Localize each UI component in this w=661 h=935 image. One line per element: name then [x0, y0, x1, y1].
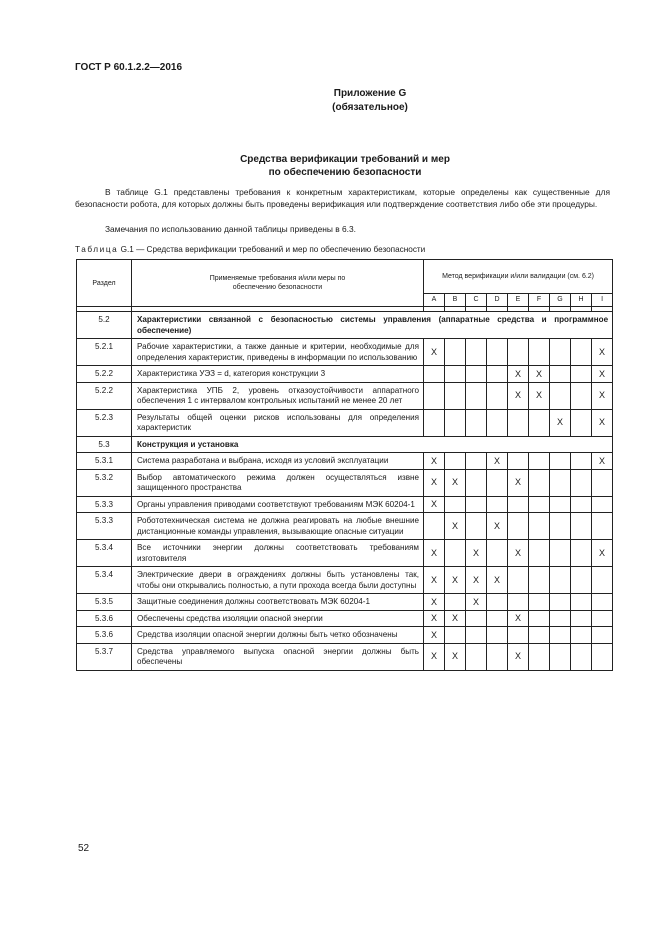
- mark-b: [445, 366, 466, 383]
- row-section: 5.2.3: [77, 409, 132, 436]
- mark-i: [592, 567, 613, 594]
- mark-i: X: [592, 453, 613, 470]
- table-row: [77, 627, 613, 644]
- mark-e: X: [508, 469, 529, 496]
- mark-h: [571, 610, 592, 627]
- mark-d: [487, 366, 508, 383]
- mark-d: [487, 382, 508, 409]
- method-header-d: D: [487, 294, 508, 307]
- mark-f: [529, 409, 550, 436]
- method-header-i: I: [592, 294, 613, 307]
- mark-e: [508, 513, 529, 540]
- table-row: [77, 453, 613, 470]
- row-section: 5.3: [77, 436, 132, 453]
- method-header-c: C: [466, 294, 487, 307]
- mark-g: [550, 453, 571, 470]
- table-row: [77, 366, 613, 383]
- table-row: [77, 540, 613, 567]
- mark-i: [592, 513, 613, 540]
- table-row: [77, 594, 613, 611]
- mark-h: [571, 567, 592, 594]
- mark-f: [529, 594, 550, 611]
- row-section: 5.3.3: [77, 496, 132, 513]
- table-row: [77, 513, 613, 540]
- mark-i: X: [592, 409, 613, 436]
- mark-c: [466, 453, 487, 470]
- mark-a: X: [424, 469, 445, 496]
- table-row: [77, 382, 613, 409]
- mark-g: [550, 567, 571, 594]
- mark-i: X: [592, 366, 613, 383]
- table-row: [77, 610, 613, 627]
- mark-f: [529, 339, 550, 366]
- row-requirement: Обеспечены средства изоляции опасной энергии: [132, 610, 424, 627]
- mark-c: [466, 382, 487, 409]
- mark-h: [571, 513, 592, 540]
- mark-d: [487, 496, 508, 513]
- table-caption-text: G.1 — Средства верификации требований и мер по обеспечению безопасности: [120, 245, 426, 254]
- row-section: 5.2: [77, 312, 132, 339]
- mark-a: X: [424, 339, 445, 366]
- mark-f: [529, 496, 550, 513]
- intro-paragraph: В таблице G.1 представлены требования к конкретным характеристикам, которые определены как существенные для безопасности робота, для которых должны быть проведены верификация или подтверждение соответствия либо обе эти процедуры.: [75, 187, 610, 209]
- table-caption: [75, 245, 425, 254]
- row-requirement: Средства управляемого выпуска опасной энергии должны быть обеспечены: [132, 643, 424, 670]
- mark-c: [466, 513, 487, 540]
- row-section: 5.3.3: [77, 513, 132, 540]
- mark-i: [592, 643, 613, 670]
- mark-f: [529, 627, 550, 644]
- verification-table: [76, 259, 613, 671]
- mark-h: [571, 540, 592, 567]
- table-row: [77, 312, 613, 339]
- mark-a: X: [424, 496, 445, 513]
- section-title-line2: по обеспечению безопасности: [268, 167, 422, 178]
- mark-g: [550, 496, 571, 513]
- mark-f: X: [529, 382, 550, 409]
- mark-h: [571, 382, 592, 409]
- row-requirement: Конструкция и установка: [132, 436, 613, 453]
- mark-d: [487, 643, 508, 670]
- mark-b: X: [445, 469, 466, 496]
- mark-f: [529, 469, 550, 496]
- mark-g: [550, 513, 571, 540]
- mark-b: X: [445, 643, 466, 670]
- mark-g: [550, 540, 571, 567]
- row-section: 5.3.7: [77, 643, 132, 670]
- mark-i: [592, 469, 613, 496]
- mark-a: [424, 382, 445, 409]
- mark-d: [487, 594, 508, 611]
- mark-c: [466, 409, 487, 436]
- mark-a: X: [424, 453, 445, 470]
- mark-c: [466, 496, 487, 513]
- method-header-g: G: [550, 294, 571, 307]
- appendix-title: Приложение G: [333, 88, 407, 99]
- appendix-status: (обязательное): [332, 102, 408, 113]
- mark-a: X: [424, 627, 445, 644]
- mark-g: [550, 339, 571, 366]
- mark-c: [466, 366, 487, 383]
- mark-a: X: [424, 643, 445, 670]
- row-requirement: Защитные соединения должны соответствовать МЭК 60204-1: [132, 594, 424, 611]
- mark-c: X: [466, 567, 487, 594]
- row-requirement: Характеристика УПБ 2, уровень отказоустойчивости аппаратного обеспечения 1 с интервалом контрольных испытаний не менее 20 лет: [132, 382, 424, 409]
- mark-e: [508, 453, 529, 470]
- mark-e: [508, 567, 529, 594]
- mark-h: [571, 366, 592, 383]
- mark-c: [466, 339, 487, 366]
- mark-d: X: [487, 513, 508, 540]
- row-section: 5.3.2: [77, 469, 132, 496]
- mark-g: X: [550, 409, 571, 436]
- mark-e: X: [508, 540, 529, 567]
- row-section: 5.2.2: [77, 366, 132, 383]
- mark-d: X: [487, 453, 508, 470]
- section-title-line1: Средства верификации требований и мер: [240, 154, 450, 165]
- row-requirement: Органы управления приводами соответствуют требованиям МЭК 60204-1: [132, 496, 424, 513]
- table-row: [77, 469, 613, 496]
- mark-e: [508, 409, 529, 436]
- row-requirement: Все источники энергии должны соответствовать требованиям изготовителя: [132, 540, 424, 567]
- mark-h: [571, 643, 592, 670]
- mark-g: [550, 366, 571, 383]
- notes-paragraph: Замечания по использованию данной таблицы приведены в 6.3.: [105, 224, 356, 234]
- mark-h: [571, 469, 592, 496]
- mark-b: [445, 496, 466, 513]
- mark-g: [550, 643, 571, 670]
- mark-d: [487, 627, 508, 644]
- mark-a: X: [424, 567, 445, 594]
- mark-b: X: [445, 610, 466, 627]
- mark-c: X: [466, 540, 487, 567]
- mark-i: [592, 496, 613, 513]
- mark-h: [571, 339, 592, 366]
- method-header-a: A: [424, 294, 445, 307]
- mark-a: X: [424, 594, 445, 611]
- mark-b: X: [445, 567, 466, 594]
- mark-g: [550, 382, 571, 409]
- header-section: Раздел: [77, 260, 132, 307]
- method-header-e: E: [508, 294, 529, 307]
- mark-b: X: [445, 513, 466, 540]
- row-section: 5.3.6: [77, 627, 132, 644]
- mark-f: [529, 610, 550, 627]
- header-requirement: Применяемые требования и/или меры по обеспечению безопасности: [132, 260, 424, 307]
- row-requirement: Результаты общей оценки рисков использованы для определения характеристик: [132, 409, 424, 436]
- row-requirement: Электрические двери в ограждениях должны быть установлены так, чтобы они открывались полностью, а пути прохода всегда были доступны: [132, 567, 424, 594]
- mark-f: [529, 513, 550, 540]
- row-section: 5.3.4: [77, 567, 132, 594]
- mark-e: X: [508, 610, 529, 627]
- mark-i: X: [592, 540, 613, 567]
- mark-d: [487, 610, 508, 627]
- mark-i: X: [592, 382, 613, 409]
- mark-i: [592, 627, 613, 644]
- mark-b: [445, 627, 466, 644]
- mark-g: [550, 627, 571, 644]
- mark-a: X: [424, 540, 445, 567]
- row-section: 5.2.1: [77, 339, 132, 366]
- mark-e: [508, 339, 529, 366]
- mark-d: [487, 469, 508, 496]
- mark-d: [487, 409, 508, 436]
- mark-e: X: [508, 643, 529, 670]
- mark-a: X: [424, 610, 445, 627]
- row-requirement: Выбор автоматического режима должен осуществляться извне защищенного пространства: [132, 469, 424, 496]
- mark-f: [529, 567, 550, 594]
- mark-b: [445, 594, 466, 611]
- mark-f: [529, 453, 550, 470]
- row-requirement: Рабочие характеристики, а также данные и критерии, необходимые для определения характеристик, приведены в информации по использованию: [132, 339, 424, 366]
- mark-h: [571, 453, 592, 470]
- mark-c: [466, 627, 487, 644]
- mark-c: [466, 610, 487, 627]
- mark-e: X: [508, 366, 529, 383]
- mark-e: [508, 627, 529, 644]
- row-section: 5.3.5: [77, 594, 132, 611]
- mark-c: X: [466, 594, 487, 611]
- row-section: 5.3.4: [77, 540, 132, 567]
- mark-b: [445, 453, 466, 470]
- method-header-b: B: [445, 294, 466, 307]
- mark-e: [508, 496, 529, 513]
- table-row: [77, 567, 613, 594]
- table-row: [77, 339, 613, 366]
- mark-i: [592, 594, 613, 611]
- mark-h: [571, 627, 592, 644]
- mark-f: [529, 643, 550, 670]
- page-number: 52: [78, 843, 90, 854]
- mark-b: [445, 339, 466, 366]
- mark-f: [529, 540, 550, 567]
- standard-code: ГОСТ Р 60.1.2.2—2016: [75, 62, 183, 73]
- method-header-h: H: [571, 294, 592, 307]
- mark-g: [550, 469, 571, 496]
- mark-b: [445, 409, 466, 436]
- table-row: [77, 496, 613, 513]
- mark-g: [550, 610, 571, 627]
- mark-h: [571, 496, 592, 513]
- mark-c: [466, 469, 487, 496]
- mark-b: [445, 540, 466, 567]
- row-requirement: Система разработана и выбрана, исходя из условий эксплуатации: [132, 453, 424, 470]
- mark-d: [487, 540, 508, 567]
- table-caption-label: Таблица: [75, 245, 119, 254]
- row-section: 5.3.6: [77, 610, 132, 627]
- mark-a: [424, 366, 445, 383]
- mark-e: [508, 594, 529, 611]
- mark-b: [445, 382, 466, 409]
- mark-a: [424, 409, 445, 436]
- row-requirement: Средства изоляции опасной энергии должны быть четко обозначены: [132, 627, 424, 644]
- mark-h: [571, 409, 592, 436]
- mark-i: X: [592, 339, 613, 366]
- table-row: [77, 643, 613, 670]
- table-row: [77, 436, 613, 453]
- row-section: 5.3.1: [77, 453, 132, 470]
- row-requirement: Характеристики связанной с безопасностью системы управления (аппаратные средства и программное обеспечение): [132, 312, 613, 339]
- mark-i: [592, 610, 613, 627]
- row-requirement: Характеристика УЭЗ = d, категория конструкции 3: [132, 366, 424, 383]
- mark-f: X: [529, 366, 550, 383]
- mark-h: [571, 594, 592, 611]
- table-row: [77, 409, 613, 436]
- mark-c: [466, 643, 487, 670]
- row-requirement: Робототехническая система не должна реагировать на любые внешние дистанционные команды управления, вызывающие опасные ситуации: [132, 513, 424, 540]
- mark-a: [424, 513, 445, 540]
- mark-d: [487, 339, 508, 366]
- mark-e: X: [508, 382, 529, 409]
- method-header-f: F: [529, 294, 550, 307]
- row-section: 5.2.2: [77, 382, 132, 409]
- header-methods: Метод верификации и/или валидации (см. 6.2): [424, 260, 613, 294]
- mark-d: X: [487, 567, 508, 594]
- mark-g: [550, 594, 571, 611]
